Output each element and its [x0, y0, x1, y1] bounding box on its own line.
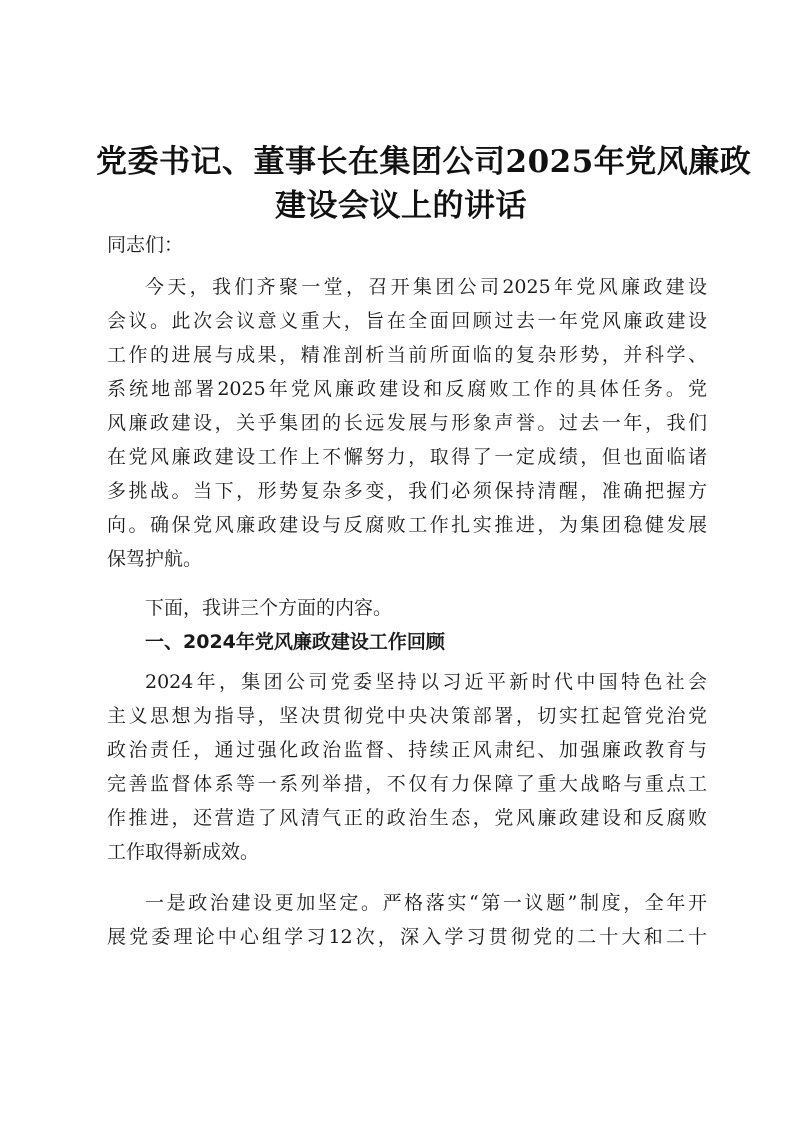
document-title-line-1: 党委书记、董事长在集团公司2025年党风廉政 [96, 144, 752, 180]
paragraph-1-line-3: 工作的进展与成果，精准剖析当前所面临的复杂形势，并科学、 [107, 344, 707, 366]
paragraph-1-line-2: 会议。此次会议意义重大，旨在全面回顾过去一年党风廉政建设 [107, 310, 707, 332]
paragraph-1-line-9: 保驾护航。 [107, 548, 203, 570]
section-1-heading: 一、2024年党风廉政建设工作回顾 [145, 631, 445, 653]
paragraph-3-line-4: 完善监督体系等一系列举措，不仅有力保障了重大战略与重点工 [107, 773, 707, 795]
paragraph-1-line-5: 风廉政建设，关乎集团的长远发展与形象声誉。过去一年，我们 [107, 412, 707, 434]
paragraph-3-line-2: 主义思想为指导，坚决贯彻党中央决策部署，切实扛起管党治党 [107, 705, 707, 727]
paragraph-4-line-1: 一是政治建设更加坚定。严格落实“第一议题”制度，全年开 [145, 892, 707, 914]
paragraph-1-line-6: 在党风廉政建设工作上不懈努力，取得了一定成绩，但也面临诸 [107, 446, 707, 468]
paragraph-1-line-4: 系统地部署2025年党风廉政建设和反腐败工作的具体任务。党 [107, 378, 707, 400]
paragraph-3-line-3: 政治责任，通过强化政治监督、持续正风肃纪、加强廉政教育与 [107, 739, 707, 761]
paragraph-1-line-8: 向。确保党风廉政建设与反腐败工作扎实推进，为集团稳健发展 [107, 514, 707, 536]
paragraph-4-line-2: 展党委理论中心组学习12次，深入学习贯彻党的二十大和二十 [107, 926, 707, 948]
paragraph-1-line-1: 今天，我们齐聚一堂，召开集团公司2025年党风廉政建设 [145, 276, 707, 298]
document-title-line-2: 建设会议上的讲话 [275, 188, 527, 224]
paragraph-2: 下面，我讲三个方面的内容。 [145, 597, 393, 619]
paragraph-3-line-1: 2024年，集团公司党委坚持以习近平新时代中国特色社会 [145, 671, 707, 693]
paragraph-1-line-7: 多挑战。当下，形势复杂多变，我们必须保持清醒，准确把握方 [107, 480, 707, 502]
salutation: 同志们： [107, 234, 184, 256]
paragraph-3-line-5: 作推进，还营造了风清气正的政治生态，党风廉政建设和反腐败 [107, 807, 707, 829]
paragraph-3-line-6: 工作取得新成效。 [107, 841, 260, 863]
